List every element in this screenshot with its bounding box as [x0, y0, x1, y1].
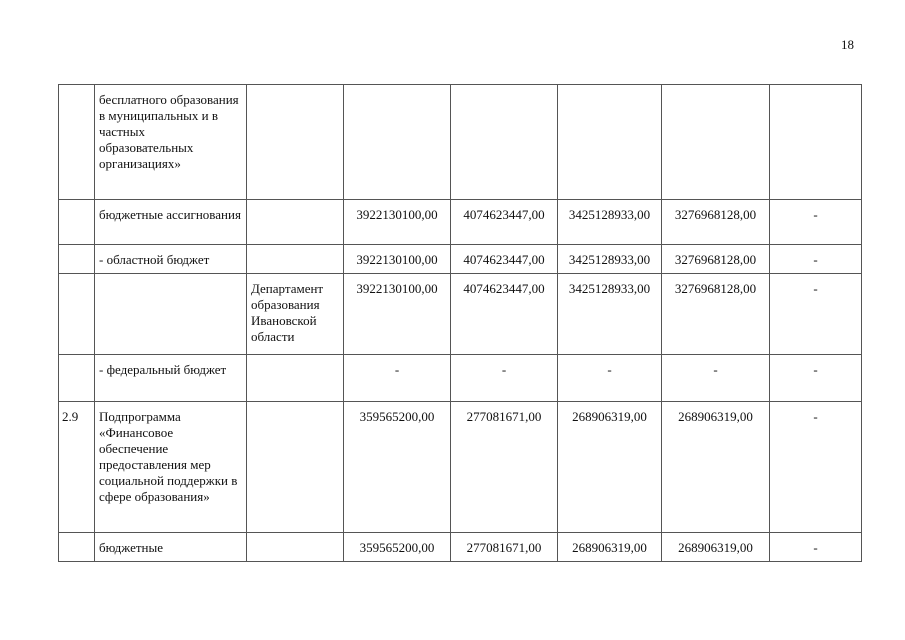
value-3: 268906319,00 — [558, 533, 662, 562]
value-1: 3922130100,00 — [344, 200, 451, 245]
value-5: - — [770, 274, 862, 355]
row-executor — [247, 245, 344, 274]
value-5: - — [770, 402, 862, 533]
value-3: 3425128933,00 — [558, 245, 662, 274]
value-5: - — [770, 533, 862, 562]
value-4: 268906319,00 — [662, 533, 770, 562]
value-5: - — [770, 355, 862, 402]
value-2: 4074623447,00 — [451, 200, 558, 245]
value-5: - — [770, 200, 862, 245]
value-2: - — [451, 355, 558, 402]
row-name: бесплатного образования в муниципальных и в частных образовательных организациях» — [95, 85, 247, 200]
table-row — [59, 402, 862, 533]
value-2: 4074623447,00 — [451, 274, 558, 355]
value-5: - — [770, 245, 862, 274]
value-2: 4074623447,00 — [451, 245, 558, 274]
value-1 — [344, 85, 451, 200]
value-4 — [662, 85, 770, 200]
row-index — [59, 200, 95, 245]
value-4: - — [662, 355, 770, 402]
table-row — [59, 245, 862, 274]
value-1: 359565200,00 — [344, 533, 451, 562]
value-1: - — [344, 355, 451, 402]
value-2 — [451, 85, 558, 200]
row-index: 2.9 — [59, 402, 95, 533]
value-2: 277081671,00 — [451, 402, 558, 533]
value-1: 359565200,00 — [344, 402, 451, 533]
row-index — [59, 274, 95, 355]
row-index — [59, 85, 95, 200]
value-4: 3276968128,00 — [662, 200, 770, 245]
row-name: бюджетные — [95, 533, 247, 562]
value-3 — [558, 85, 662, 200]
value-3: - — [558, 355, 662, 402]
row-index — [59, 245, 95, 274]
row-name: бюджетные ассигнования — [95, 200, 247, 245]
row-executor — [247, 200, 344, 245]
value-3: 3425128933,00 — [558, 274, 662, 355]
value-3: 3425128933,00 — [558, 200, 662, 245]
page-number: 18 — [841, 37, 854, 52]
row-name: Подпрограмма «Финансовое обеспечение предоставления мер социальной поддержки в сфере образования» — [95, 402, 247, 533]
row-name — [95, 274, 247, 355]
row-executor — [247, 355, 344, 402]
row-name: - федеральный бюджет — [95, 355, 247, 402]
table-row — [59, 533, 862, 562]
row-executor — [247, 85, 344, 200]
row-index — [59, 533, 95, 562]
value-4: 3276968128,00 — [662, 245, 770, 274]
value-3: 268906319,00 — [558, 402, 662, 533]
budget-table — [58, 84, 862, 562]
value-5 — [770, 85, 862, 200]
row-executor — [247, 533, 344, 562]
row-index — [59, 355, 95, 402]
row-executor — [247, 402, 344, 533]
row-name: - областной бюджет — [95, 245, 247, 274]
value-1: 3922130100,00 — [344, 245, 451, 274]
table-row — [59, 200, 862, 245]
table-row — [59, 274, 862, 355]
value-4: 268906319,00 — [662, 402, 770, 533]
table-row — [59, 85, 862, 200]
value-1: 3922130100,00 — [344, 274, 451, 355]
row-executor: Департамент образования Ивановской области — [247, 274, 344, 355]
value-4: 3276968128,00 — [662, 274, 770, 355]
value-2: 277081671,00 — [451, 533, 558, 562]
table-row — [59, 355, 862, 402]
